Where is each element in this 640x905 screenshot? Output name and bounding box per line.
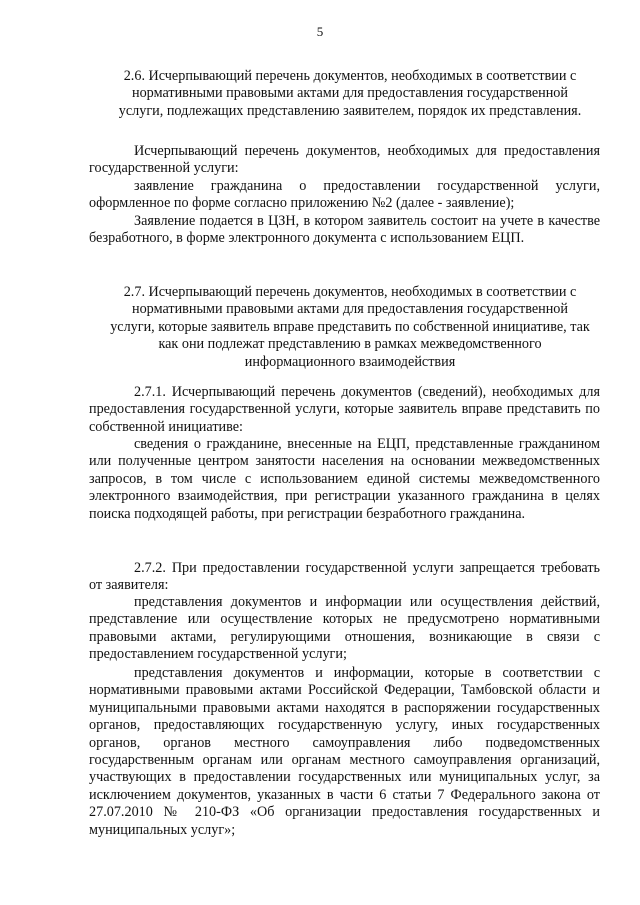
page-number: 5 [316, 24, 324, 39]
section-2-7-heading: 2.7. Исчерпывающий перечень документов, необходимых в соответствии с нормативными правовыми актами для предоставления государственной услуги, которые заявитель вправе представить по собственной инициативе, так как они подлежат представлению в рамках межведомственного информационного взаимодействия [110, 284, 590, 370]
section-2-7-1-paragraph: 2.7.1. Исчерпывающий перечень документов (сведений), необходимых для предоставления государственной услуги, которые заявитель вправе представить по собственной инициативе: [89, 384, 600, 435]
section-2-7-2-item-b: представления документов и информации, которые в соответствии с нормативными правовыми актами Российской Федерации, Тамбовской области и муниципальными правовыми актами находятся в распоряжении государственных органов, предоставляющих государственную услугу, иных государственных органов, органов местного самоуправления либо подведомственных государственным органам или органам местного самоуправления организаций, участвующих в предоставлении государственных или муниципальных услуг, за исключением документов, указанных в части 6 статьи 7 Федерального закона от 27.07.2010 № 210-ФЗ «Об организации предоставления государственных и муниципальных услуг»; [89, 665, 600, 838]
section-2-6-heading: 2.6. Исчерпывающий перечень документов, необходимых в соответствии с нормативными правовыми актами для предоставления государственной услуги, подлежащих представлению заявителем, порядок их представления. [118, 68, 582, 119]
section-2-6-paragraph-2: заявление гражданина о предоставлении государственной услуги, оформленное по форме согласно приложению №2 (далее - заявление); [89, 178, 600, 212]
section-2-7-2-paragraph: 2.7.2. При предоставлении государственной услуги запрещается требовать от заявителя: [89, 560, 600, 594]
section-2-7-1-info-paragraph: сведения о гражданине, внесенные на ЕЦП, представленные гражданином или полученные центром занятости населения на основании межведомственных запросов, в том числе с использованием единой системы межведомственного электронного взаимодействия, при регистрации указанного гражданина в целях поиска подходящей работы, при регистрации безработного гражданина. [89, 436, 600, 522]
section-2-7-2-item-a: представления документов и информации или осуществления действий, представление или осуществление которых не предусмотрено нормативными правовыми актами, регулирующими отношения, возникающие в связи с предоставлением государственной услуги; [89, 594, 600, 663]
section-2-6-paragraph-3: Заявление подается в ЦЗН, в котором заявитель состоит на учете в качестве безработного, в форме электронного документа с использованием ЕЦП. [89, 213, 600, 247]
section-2-6-paragraph-1: Исчерпывающий перечень документов, необходимых для предоставления государственной услуги: [89, 143, 600, 177]
